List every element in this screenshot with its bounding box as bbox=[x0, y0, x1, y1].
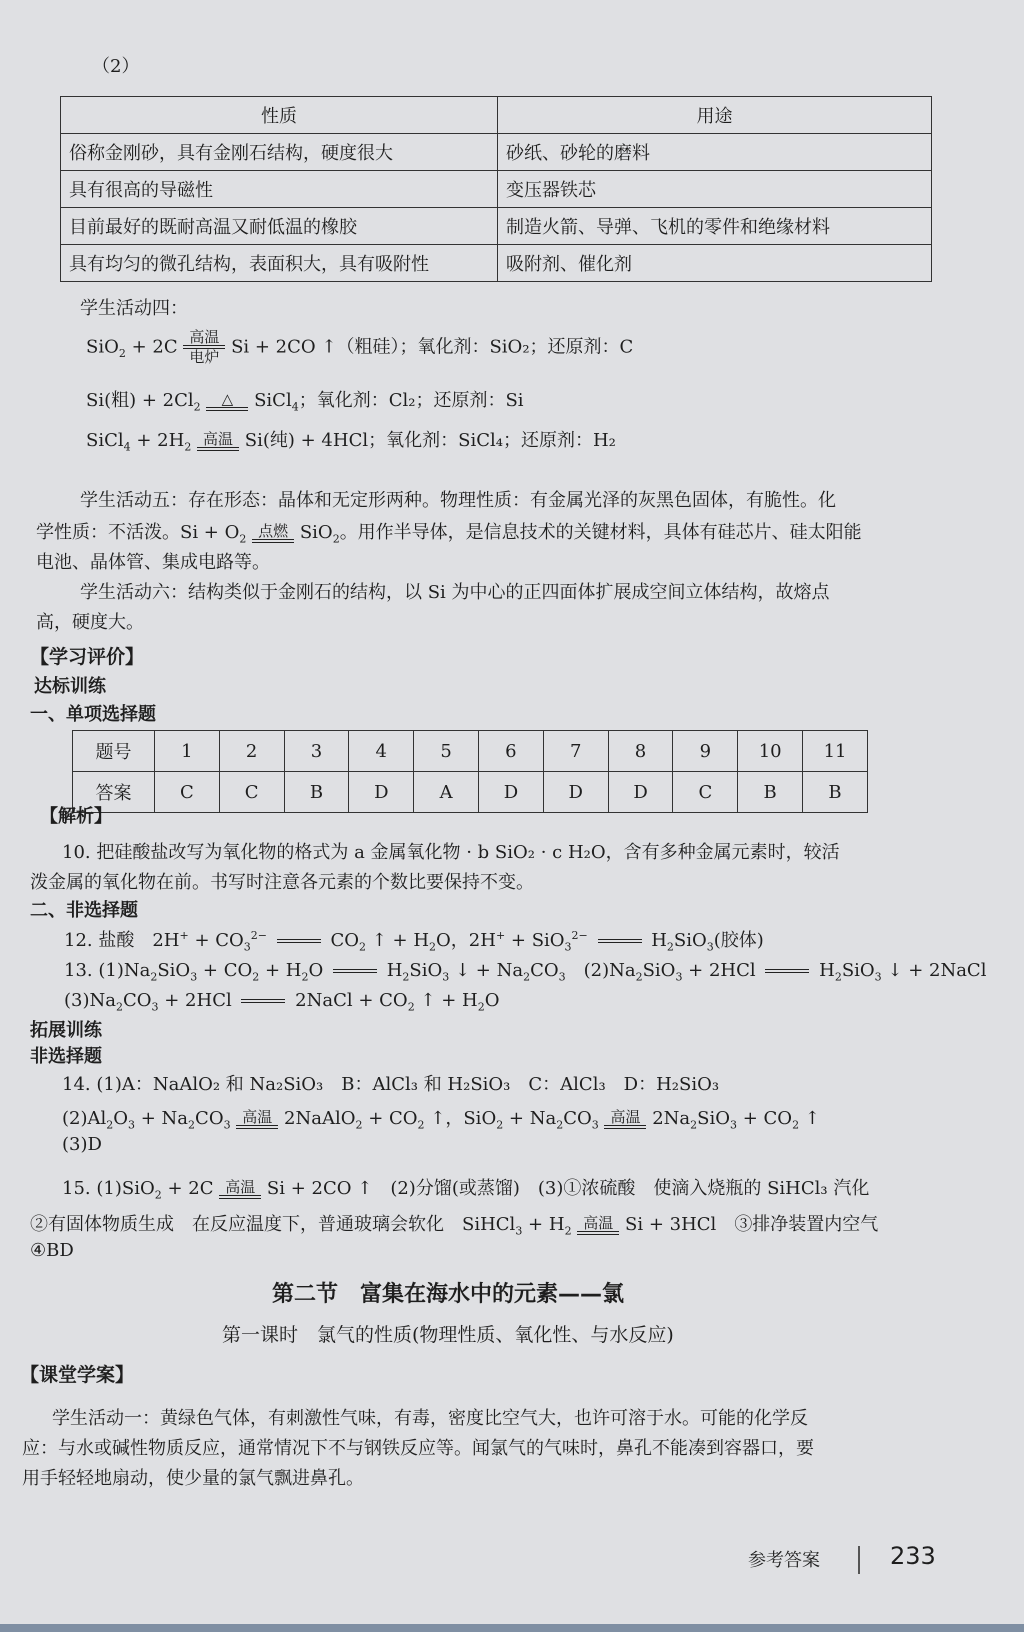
table-row bbox=[61, 171, 932, 208]
activity-5-line: 学性质：不活泼。$Si + O_2$ 点燃 SiO$_2$。用作半导体，是信息技术的关键材料，具体有硅芯片、硅太阳能 bbox=[36, 521, 862, 546]
subheading: 拓展训练 bbox=[30, 1020, 102, 1041]
table-cell: 答案 bbox=[73, 772, 155, 813]
table-cell: 2 bbox=[219, 731, 284, 772]
table-cell: B bbox=[284, 772, 349, 813]
q14-line: 14. (1)A：NaAlO₂ 和 Na₂SiO₃ B：AlCl₃ 和 H₂SiO₃ C：AlCl₃ D：H₂SiO₃ bbox=[62, 1074, 720, 1095]
equation-line: SiCl$_4$ + $2H_2$ 高温 Si(纯) + 4HCl；氧化剂：SiCl₄；还原剂：H₂ bbox=[86, 429, 616, 454]
analysis-label: 【解析】 bbox=[40, 806, 112, 827]
condition-arrow: 点燃 bbox=[252, 524, 294, 543]
table-cell: B bbox=[738, 772, 803, 813]
table-cell: C bbox=[673, 772, 738, 813]
table-row bbox=[61, 245, 932, 282]
table-cell: 4 bbox=[349, 731, 414, 772]
table-cell: 俗称金刚砂，具有金刚石结构，硬度很大 bbox=[61, 134, 498, 171]
activity-5-line: 电池、晶体管、集成电路等。 bbox=[36, 552, 270, 573]
table-cell: 题号 bbox=[73, 731, 155, 772]
table-row bbox=[73, 772, 868, 813]
subsection-label: （2） bbox=[92, 56, 140, 77]
table-cell: D bbox=[479, 772, 544, 813]
table-cell: 具有很高的导磁性 bbox=[61, 171, 498, 208]
table-cell: 3 bbox=[284, 731, 349, 772]
table-header: 性质 bbox=[61, 97, 498, 134]
section-title: 第二节 富集在海水中的元素——氯 bbox=[272, 1282, 625, 1307]
section-heading: 【课堂学案】 bbox=[20, 1364, 135, 1386]
footer-divider bbox=[858, 1546, 860, 1574]
table-row bbox=[61, 134, 932, 171]
condition-arrow: 高温 bbox=[197, 432, 239, 451]
table-header-row bbox=[61, 97, 932, 134]
equation-line: Si(粗) + $2Cl_2$ △ SiCl$_4$；氧化剂：Cl₂；还原剂：Si bbox=[86, 389, 524, 414]
scan-edge bbox=[0, 1624, 1024, 1632]
table-cell: 5 bbox=[414, 731, 479, 772]
table-cell: D bbox=[349, 772, 414, 813]
table-cell: 8 bbox=[608, 731, 673, 772]
activity-4-title: 学生活动四： bbox=[80, 298, 188, 319]
table-cell: C bbox=[219, 772, 284, 813]
footer-label: 参考答案 bbox=[748, 1550, 820, 1571]
table-cell: 11 bbox=[803, 731, 868, 772]
q12-line: 12. 盐酸 $2H^+ + CO_3^{2-}$ $CO_2$ ↑ + $H_2O$，2H+ + SiO$_3^{2-}$ $H_2SiO_3$(胶体) bbox=[64, 929, 764, 954]
table-cell: 具有均匀的微孔结构，表面积大，具有吸附性 bbox=[61, 245, 498, 282]
condition-arrow: 高温 bbox=[577, 1216, 619, 1235]
lesson-title: 第一课时 氯气的性质(物理性质、氧化性、与水反应) bbox=[222, 1324, 674, 1346]
equation-line: SiO$_2$ + 2C 高温 电炉 Si + 2CO ↑（粗硅）；氧化剂：SiO₂；还原剂：C bbox=[86, 328, 634, 366]
q13-line: $(3)Na_2CO_3 + 2HCl$ 2NaCl + $CO_2$ ↑ + $H_2O$ bbox=[64, 990, 500, 1014]
activity-6-line: 学生活动六：结构类似于金刚石的结构，以 Si 为中心的正四面体扩展成空间立体结构，故熔点 bbox=[80, 582, 830, 603]
table-cell: 制造火箭、导弹、飞机的零件和绝缘材料 bbox=[498, 208, 932, 245]
answer-table bbox=[72, 730, 868, 813]
q14-line: $(2)Al_2O_3 + Na_2CO_3$ 高温 2NaAlO$_2$ + $CO_2$ ↑，$SiO_2 + Na_2CO_3$ 高温 $2Na_2SiO_3 + CO_2$ ↑ bbox=[62, 1107, 820, 1132]
section-heading: 【学习评价】 bbox=[30, 646, 145, 668]
q15-line: 15. (1)SiO$_2$ + 2C 高温 Si + 2CO ↑ (2)分馏(或蒸馏) (3)①浓硫酸 使滴入烧瓶的 SiHCl₃ 汽化 bbox=[62, 1177, 870, 1202]
q10-line: 10. 把硅酸盐改写为氧化物的格式为 a 金属氧化物 · b SiO₂ · c H₂O，含有多种金属元素时，较活 bbox=[62, 842, 840, 863]
q13-line: 13. $(1)Na_2SiO_3 + CO_2 + H_2O$ $H_2SiO_3$ ↓ + $Na_2CO_3$ $(2)Na_2SiO_3 + 2HCl$ $H_2SiO_3$ ↓ + 2NaCl bbox=[64, 960, 987, 984]
condition-arrow: 高温 bbox=[219, 1180, 261, 1199]
table-cell: 7 bbox=[543, 731, 608, 772]
condition-arrow: 高温 bbox=[236, 1110, 278, 1129]
table-cell: 6 bbox=[479, 731, 544, 772]
activity-6-line: 高，硬度大。 bbox=[36, 612, 144, 633]
table-row bbox=[61, 208, 932, 245]
table-cell: D bbox=[543, 772, 608, 813]
condition-arrow: △ bbox=[206, 392, 248, 411]
q15-line: ④BD bbox=[30, 1240, 74, 1261]
table-header: 用途 bbox=[498, 97, 932, 134]
table-cell: 目前最好的既耐高温又耐低温的橡胶 bbox=[61, 208, 498, 245]
table-cell: A bbox=[414, 772, 479, 813]
table-cell: D bbox=[608, 772, 673, 813]
q15-line: ②有固体物质生成 在反应温度下，普通玻璃会软化 SiHCl$_3$ + $H_2$ 高温 Si + 3HCl ③排净装置内空气 bbox=[30, 1213, 879, 1238]
activity-5-line: 学生活动五：存在形态：晶体和无定形两种。物理性质：有金属光泽的灰黑色固体，有脆性。化 bbox=[80, 490, 836, 511]
table-cell: 10 bbox=[738, 731, 803, 772]
condition-arrow: 高温 电炉 bbox=[183, 330, 225, 365]
table-cell: 9 bbox=[673, 731, 738, 772]
chlorine-line: 用手轻轻地扇动，使少量的氯气飘进鼻孔。 bbox=[22, 1468, 364, 1489]
table-cell: 砂纸、砂轮的磨料 bbox=[498, 134, 932, 171]
subheading: 达标训练 bbox=[34, 676, 106, 697]
chlorine-line: 应：与水或碱性物质反应，通常情况下不与钢铁反应等。闻氯气的气味时，鼻孔不能凑到容器口，要 bbox=[22, 1438, 814, 1459]
property-use-table bbox=[60, 96, 932, 282]
q14-line: (3)D bbox=[62, 1134, 102, 1155]
q10-line: 泼金属的氧化物在前。书写时注意各元素的个数比要保持不变。 bbox=[30, 872, 534, 893]
subheading: 非选择题 bbox=[30, 1046, 102, 1067]
chlorine-line: 学生活动一：黄绿色气体，有刺激性气味，有毒，密度比空气大，也许可溶于水。可能的化学反 bbox=[52, 1408, 808, 1429]
table-row bbox=[73, 731, 868, 772]
condition-arrow: 高温 bbox=[604, 1110, 646, 1129]
table-cell: B bbox=[803, 772, 868, 813]
page-number: 233 bbox=[890, 1542, 936, 1570]
table-cell: C bbox=[154, 772, 219, 813]
table-cell: 1 bbox=[154, 731, 219, 772]
subheading: 二、非选择题 bbox=[30, 900, 138, 921]
subheading: 一、单项选择题 bbox=[30, 704, 156, 725]
table-cell: 吸附剂、催化剂 bbox=[498, 245, 932, 282]
table-cell: 变压器铁芯 bbox=[498, 171, 932, 208]
